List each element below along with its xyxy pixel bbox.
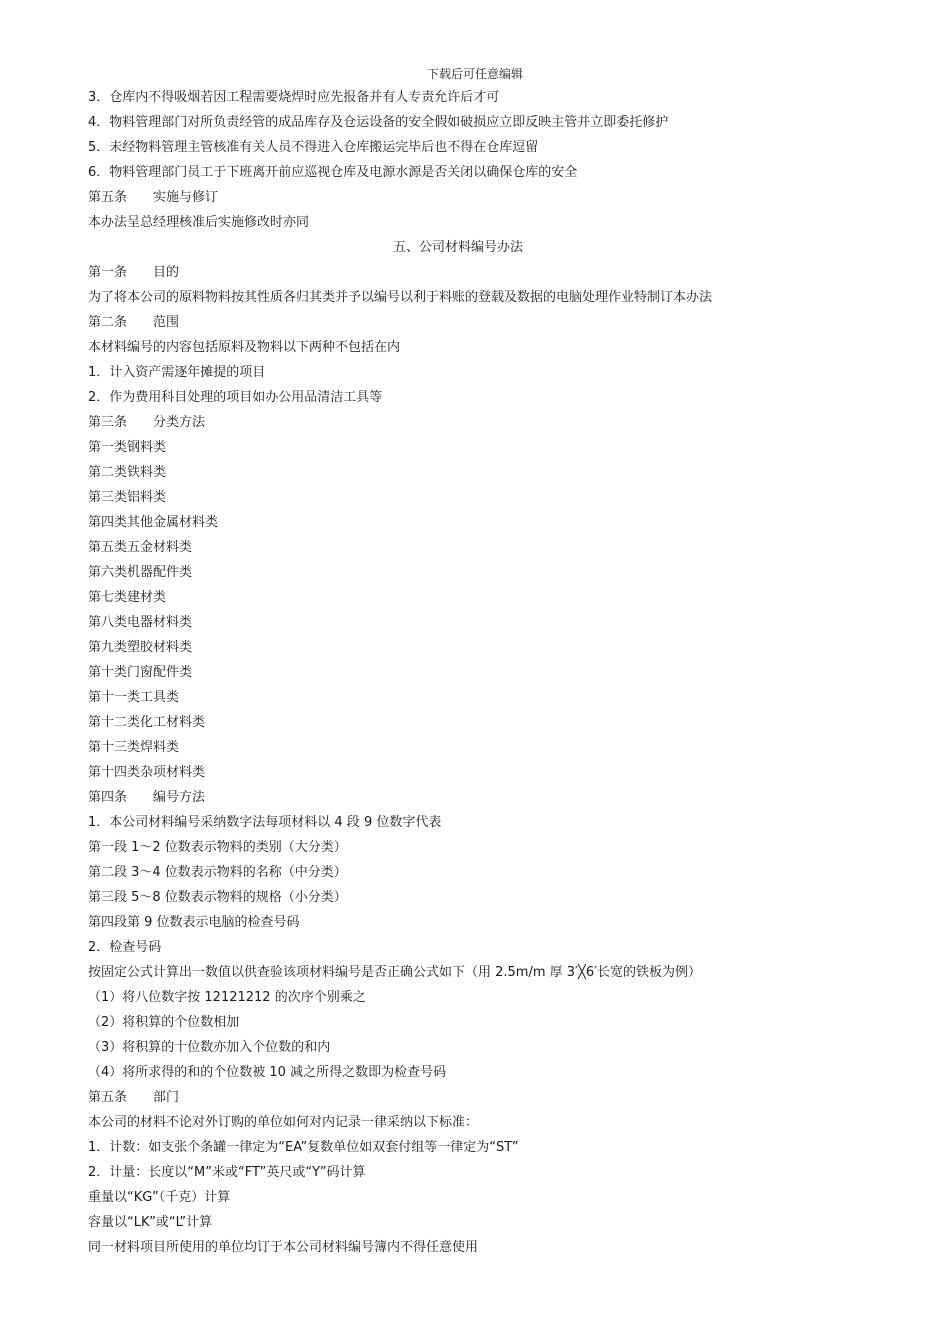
text-line: 第七类建材类 bbox=[88, 590, 167, 605]
text-line: 第四条 编号方法 bbox=[88, 790, 206, 805]
text-line: 第二类铁料类 bbox=[88, 465, 167, 480]
text-line: 同一材料项目所使用的单位均订于本公司材料编号簿内不得任意使用 bbox=[88, 1240, 479, 1255]
text-line: 第一段 1～2 位数表示物料的类别（大分类） bbox=[88, 840, 347, 855]
text-line: 第十一类工具类 bbox=[88, 690, 180, 705]
text-line: 1．计入资产需逐年摊提的项目 bbox=[88, 365, 266, 380]
document-body bbox=[88, 85, 888, 1260]
text-line: 第五类五金材料类 bbox=[88, 540, 193, 555]
text-line: 2．作为费用科目处理的项目如办公用品清洁工具等 bbox=[88, 390, 383, 405]
text-line: 为了将本公司的原料物料按其性质各归其类并予以编号以利于料账的登载及数据的电脑处理作业特制订本办法 bbox=[88, 290, 713, 305]
text-line: 4．物料管理部门对所负责经管的成品库存及仓运设备的安全假如破损应立即反映主管并立即委托修护 bbox=[88, 115, 669, 130]
text-line: （2）将积算的个位数相加 bbox=[88, 1015, 240, 1030]
text-line: 第四段第 9 位数表示电脑的检查号码 bbox=[88, 915, 300, 930]
text-line: 第十类门窗配件类 bbox=[88, 665, 193, 680]
text-line: 2．检查号码 bbox=[88, 940, 162, 955]
text-line: 本材料编号的内容包括原料及物料以下两种不包括在内 bbox=[88, 340, 401, 355]
text-line: 第二段 3～4 位数表示物料的名称（中分类） bbox=[88, 865, 347, 880]
text-line: 3．仓库内不得吸烟若因工程需要烧焊时应先报备并有人专责允许后才可 bbox=[88, 90, 500, 105]
text-line: 按固定公式计算出一数值以供查验该项材料编号是否正确公式如下（用 2.5m/m 厚 3′╳6′长宽的铁板为例） bbox=[88, 965, 702, 980]
text-line: （3）将积算的十位数亦加入个位数的和内 bbox=[88, 1040, 331, 1055]
text-line: 第三段 5～8 位数表示物料的规格（小分类） bbox=[88, 890, 347, 905]
text-line: 第五条 部门 bbox=[88, 1090, 180, 1105]
text-line: （1）将八位数字按 12121212 的次序个别乘之 bbox=[88, 990, 366, 1005]
text-line: 1．计数：如支张个条罐一律定为“EA”复数单位如双套付组等一律定为“ST” bbox=[88, 1140, 519, 1155]
text-line: 2．计量：长度以“M”米或“FT”英尺或“Y”码计算 bbox=[88, 1165, 366, 1180]
text-line: 第五条 实施与修订 bbox=[88, 190, 219, 205]
text-line: 第九类塑胶材料类 bbox=[88, 640, 193, 655]
text-line: 第十二类化工材料类 bbox=[88, 715, 206, 730]
section-heading: 五、公司材料编号办法 bbox=[392, 240, 523, 255]
text-line: 第十三类焊料类 bbox=[88, 740, 180, 755]
text-line: 本办法呈总经理核准后实施修改时亦同 bbox=[88, 215, 310, 230]
text-line: 第八类电器材料类 bbox=[88, 615, 193, 630]
text-line: 重量以“KG”（千克）计算 bbox=[88, 1190, 231, 1205]
text-line: 6．物料管理部门员工于下班离开前应巡视仓库及电源水源是否关闭以确保仓库的安全 bbox=[88, 165, 578, 180]
text-line: 第六类机器配件类 bbox=[88, 565, 193, 580]
text-line: 第一条 目的 bbox=[88, 265, 180, 280]
text-line: 第十四类杂项材料类 bbox=[88, 765, 206, 780]
text-line: 5．未经物料管理主管核准有关人员不得进入仓库搬运完毕后也不得在仓库逗留 bbox=[88, 140, 539, 155]
text-line: （4）将所求得的和的个位数被 10 减之所得之数即为检查号码 bbox=[88, 1065, 447, 1080]
text-line: 第四类其他金属材料类 bbox=[88, 515, 219, 530]
page-header: 下载后可任意编辑 bbox=[426, 67, 523, 81]
text-line: 第二条 范围 bbox=[88, 315, 180, 330]
text-line: 1．本公司材料编号采纳数字法每项材料以 4 段 9 位数字代表 bbox=[88, 815, 442, 830]
text-line: 第三类铝料类 bbox=[88, 490, 167, 505]
text-line: 本公司的材料不论对外订购的单位如何对内记录一律采纳以下标准： bbox=[88, 1115, 479, 1130]
text-line: 第一类钢料类 bbox=[88, 440, 167, 455]
text-line: 容量以“LK”或“L”计算 bbox=[88, 1215, 213, 1230]
text-line: 第三条 分类方法 bbox=[88, 415, 206, 430]
